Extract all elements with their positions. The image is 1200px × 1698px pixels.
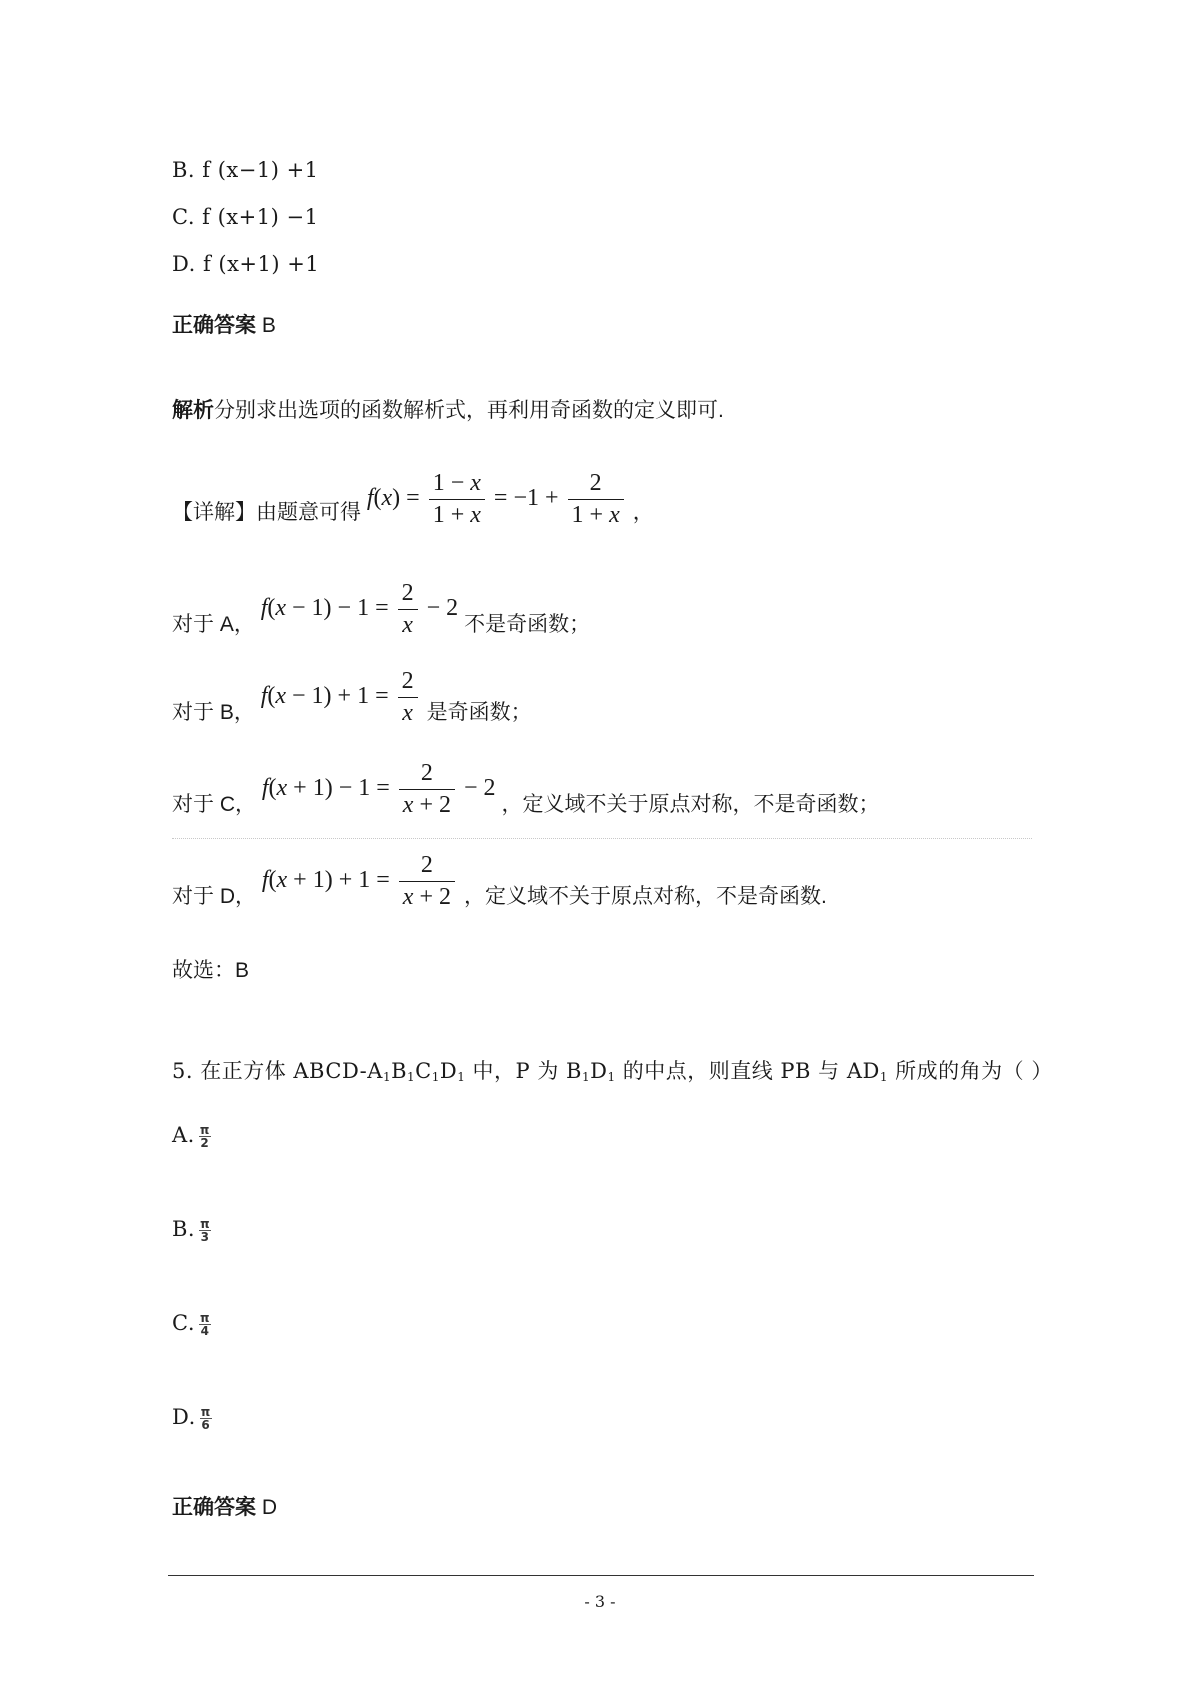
q5-text-b: B — [391, 1059, 408, 1083]
analysis-text: 分别求出选项的函数解析式，再利用奇函数的定义即可. — [214, 399, 724, 422]
q5-sub: 1 — [407, 1070, 416, 1084]
detail-formula: f(x) = $\frac{1 - x}{1 + x}$ = −1 + $\frac{2}{1 + x}$ — [367, 485, 633, 511]
answer-value: D — [256, 1496, 277, 1519]
option-c: C. f (x+1) −1 — [172, 205, 319, 229]
question-5 — [172, 1055, 1053, 1085]
answer-label: 正确答案 — [172, 314, 256, 337]
case-c-line — [172, 760, 880, 819]
q5-text-f: D — [590, 1059, 608, 1083]
option-b: B. f (x−1) +1 — [172, 158, 319, 182]
q5-sub: 1 — [457, 1070, 466, 1084]
case-b-prefix: 对于 B， — [172, 701, 255, 725]
analysis-line — [172, 394, 724, 424]
q5-text-g: 的中点，则直线 PB 与 AD — [615, 1059, 880, 1083]
answer-value: B — [256, 314, 276, 337]
case-c-suffix: ，定义域不关于原点对称，不是奇函数； — [501, 793, 880, 817]
pi-fraction: $\frac{\pi}{3}$ — [200, 1217, 211, 1244]
case-b-line — [172, 668, 532, 727]
case-d-suffix: ，定义域不关于原点对称，不是奇函数. — [463, 885, 827, 909]
q5-option-label: B. — [172, 1217, 196, 1241]
analysis-label: 解析 — [172, 399, 214, 422]
footer-rule — [168, 1575, 1034, 1576]
case-b-formula: f(x − 1) + 1 = $\frac{2}{x}$ — [261, 683, 427, 709]
q5-text-h: 所成的角为（ ） — [887, 1059, 1053, 1083]
q5-text-e: 中，P 为 B — [465, 1059, 582, 1083]
q5-option-label: A. — [172, 1123, 195, 1147]
q5-sub: 1 — [431, 1070, 440, 1084]
q5-text-a: 5. 在正方体 ABCD-A — [172, 1059, 383, 1083]
detail-suffix: ， — [632, 501, 654, 525]
q5-option-label: D. — [172, 1405, 196, 1429]
page-number: - 3 - — [584, 1592, 616, 1611]
case-a-prefix: 对于 A， — [172, 613, 255, 637]
case-c-prefix: 对于 C， — [172, 793, 256, 817]
q5-sub: 1 — [607, 1070, 616, 1084]
answer-label: 正确答案 — [172, 1496, 256, 1519]
case-d-formula: f(x + 1) + 1 = $\frac{2}{x + 2}$ — [262, 867, 464, 893]
case-d-prefix: 对于 D， — [172, 885, 256, 909]
q5-option-a — [172, 1123, 211, 1149]
detail-line — [172, 470, 654, 529]
case-a-formula: f(x − 1) − 1 = $\frac{2}{x}$ − 2 — [260, 580, 465, 638]
conclusion: 故选：B — [172, 959, 250, 982]
pi-fraction: $\frac{\pi}{6}$ — [200, 1405, 211, 1432]
detail-prefix: 【详解】由题意可得 — [172, 501, 361, 525]
case-a-line — [172, 580, 590, 639]
answer-line-q4 — [172, 309, 276, 339]
q5-option-b — [172, 1217, 211, 1243]
dotted-divider — [172, 838, 1032, 839]
q5-sub: 1 — [382, 1070, 392, 1084]
answer-line-q5 — [172, 1491, 277, 1521]
pi-fraction: $\frac{\pi}{2}$ — [199, 1123, 210, 1150]
q5-sub: 1 — [879, 1070, 888, 1084]
pi-fraction: $\frac{\pi}{4}$ — [200, 1311, 210, 1338]
q5-option-label: C. — [172, 1311, 195, 1335]
q5-text-c: C — [415, 1059, 432, 1083]
q5-text-d: D — [439, 1059, 458, 1083]
q5-sub: 1 — [581, 1070, 591, 1084]
option-d: D. f (x+1) +1 — [172, 252, 320, 276]
case-d-line — [172, 852, 827, 911]
case-a-suffix: 不是奇函数； — [464, 613, 591, 637]
q5-option-d — [172, 1405, 212, 1431]
case-b-suffix: 是奇函数； — [426, 701, 532, 725]
q5-option-c — [172, 1311, 211, 1337]
case-c-formula: f(x + 1) − 1 = $\frac{2}{x + 2}$ − 2 — [261, 760, 502, 818]
